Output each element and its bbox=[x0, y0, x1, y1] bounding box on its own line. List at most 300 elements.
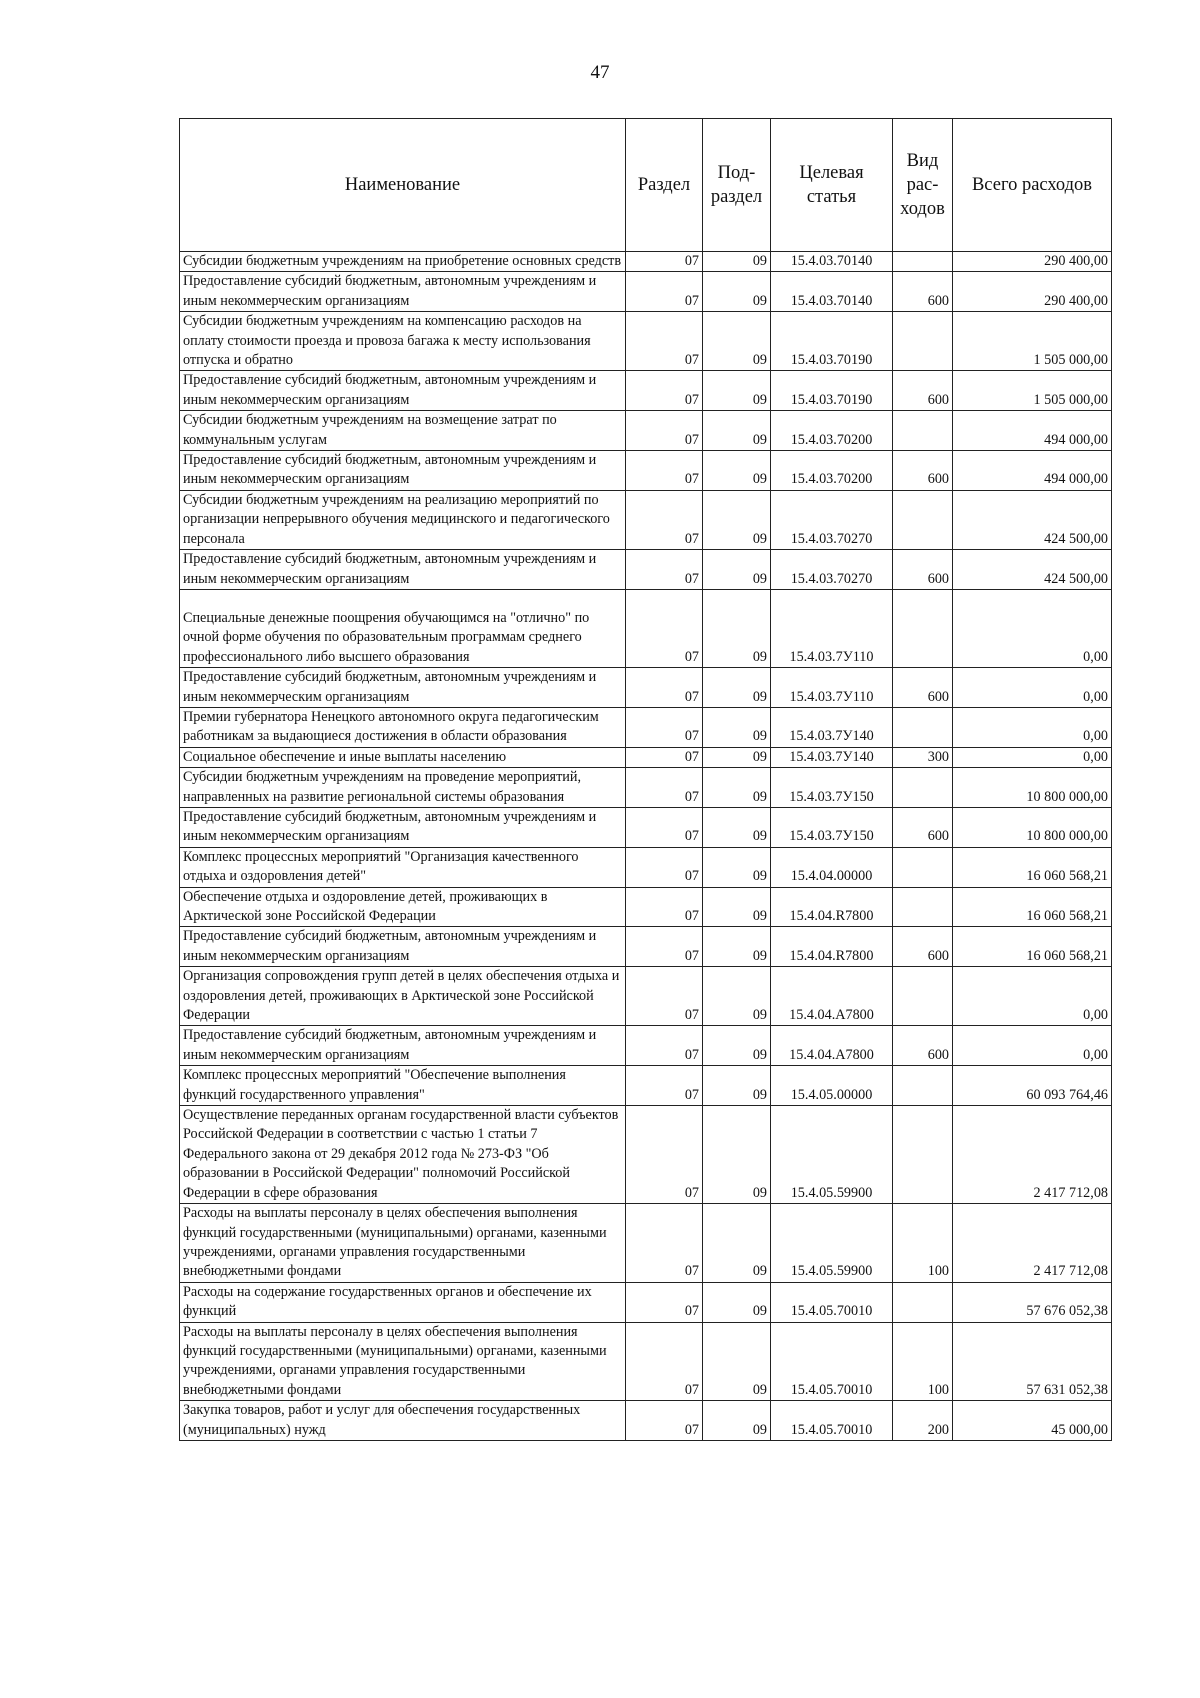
cell-total bbox=[953, 707, 1112, 747]
cell-text: 0,00 bbox=[1083, 748, 1108, 765]
page-number: 47 bbox=[590, 62, 610, 83]
cell-razdel bbox=[626, 1106, 703, 1204]
cell-text: Предоставление субсидий бюджетным, автономным учреждениям и иным некоммерческим организациям bbox=[183, 273, 597, 309]
cell-tselevaya bbox=[771, 490, 893, 549]
table-row bbox=[180, 807, 1112, 847]
cell-text: Премии губернатора Ненецкого автономного округа педагогическим работникам за выдающиеся достижения в области образования bbox=[183, 708, 599, 745]
table-row bbox=[180, 312, 1112, 371]
table-row bbox=[180, 490, 1112, 549]
cell-name bbox=[180, 1106, 626, 1204]
cell-total bbox=[953, 1066, 1112, 1106]
cell-tselevaya bbox=[771, 927, 893, 967]
cell-podrazdel bbox=[703, 707, 771, 747]
cell-razdel bbox=[626, 272, 703, 312]
cell-razdel bbox=[626, 1401, 703, 1441]
cell-vid bbox=[893, 887, 953, 927]
cell-text: 09 bbox=[752, 728, 767, 745]
cell-tselevaya bbox=[771, 451, 893, 491]
cell-vid bbox=[893, 490, 953, 549]
cell-razdel bbox=[626, 847, 703, 887]
cell-total bbox=[953, 272, 1112, 312]
cell-podrazdel bbox=[703, 589, 771, 667]
cell-podrazdel bbox=[703, 272, 771, 312]
header-vid: Вид рас-ходов bbox=[893, 119, 953, 252]
cell-text: 09 bbox=[752, 748, 767, 765]
cell-text: 290 400,00 bbox=[1044, 253, 1108, 269]
table-row bbox=[180, 707, 1112, 747]
header-name: Наименование bbox=[180, 119, 626, 252]
cell-vid bbox=[893, 312, 953, 371]
cell-text: 1 505 000,00 bbox=[1033, 352, 1108, 369]
cell-text: 09 bbox=[752, 1184, 767, 1201]
cell-text: 09 bbox=[752, 471, 767, 488]
cell-text: Предоставление субсидий бюджетным, автономным учреждениям и иным некоммерческим организациям bbox=[183, 372, 597, 408]
cell-podrazdel bbox=[703, 887, 771, 927]
cell-razdel bbox=[626, 807, 703, 847]
table-row bbox=[180, 847, 1112, 887]
cell-razdel bbox=[626, 927, 703, 967]
cell-text: 07 bbox=[684, 728, 699, 745]
cell-vid bbox=[893, 550, 953, 590]
cell-text: Предоставление субсидий бюджетным, автономным учреждениям и иным некоммерческим организациям bbox=[183, 808, 597, 845]
cell-tselevaya bbox=[771, 589, 893, 667]
cell-podrazdel bbox=[703, 451, 771, 491]
cell-razdel bbox=[626, 451, 703, 491]
cell-name bbox=[180, 252, 626, 272]
cell-vid bbox=[893, 1401, 953, 1441]
cell-text: 15.4.03.70270 bbox=[790, 570, 873, 587]
cell-text: 15.4.03.70270 bbox=[790, 530, 873, 547]
cell-name bbox=[180, 747, 626, 767]
cell-text: 07 bbox=[684, 431, 699, 448]
cell-name bbox=[180, 371, 626, 411]
cell-name bbox=[180, 668, 626, 708]
cell-total bbox=[953, 1282, 1112, 1322]
cell-text: 07 bbox=[684, 292, 699, 309]
table-row bbox=[180, 272, 1112, 312]
cell-text: 0,00 bbox=[1083, 1046, 1108, 1063]
cell-total bbox=[953, 967, 1112, 1026]
cell-text: 09 bbox=[752, 1046, 767, 1063]
cell-name bbox=[180, 490, 626, 549]
cell-text: 15.4.04.А7800 bbox=[789, 1046, 874, 1063]
cell-text: 424 500,00 bbox=[1044, 570, 1108, 587]
cell-vid bbox=[893, 847, 953, 887]
cell-text: 09 bbox=[752, 352, 767, 369]
cell-total bbox=[953, 887, 1112, 927]
cell-text: 09 bbox=[752, 868, 767, 885]
cell-vid bbox=[893, 1106, 953, 1204]
cell-razdel bbox=[626, 747, 703, 767]
cell-text: 09 bbox=[752, 648, 767, 665]
cell-razdel bbox=[626, 707, 703, 747]
cell-text: 07 bbox=[684, 1046, 699, 1063]
cell-text: 07 bbox=[684, 868, 699, 885]
table-row bbox=[180, 1026, 1112, 1066]
cell-total bbox=[953, 768, 1112, 808]
cell-text: 09 bbox=[752, 253, 767, 269]
cell-text: 07 bbox=[684, 947, 699, 964]
cell-vid bbox=[893, 589, 953, 667]
cell-name bbox=[180, 1322, 626, 1401]
cell-text: 10 800 000,00 bbox=[1026, 788, 1108, 805]
cell-total bbox=[953, 747, 1112, 767]
cell-total bbox=[953, 1401, 1112, 1441]
cell-text: 494 000,00 bbox=[1044, 471, 1108, 488]
table-row bbox=[180, 252, 1112, 272]
header-row bbox=[180, 119, 1112, 252]
cell-total bbox=[953, 807, 1112, 847]
cell-tselevaya bbox=[771, 252, 893, 272]
cell-text: Обеспечение отдыха и оздоровление детей, проживающих в Арктической зоне Российской Федерации bbox=[183, 888, 548, 924]
cell-podrazdel bbox=[703, 1204, 771, 1283]
cell-razdel bbox=[626, 1066, 703, 1106]
cell-name bbox=[180, 927, 626, 967]
cell-text: 07 bbox=[684, 530, 699, 547]
cell-total bbox=[953, 371, 1112, 411]
cell-podrazdel bbox=[703, 668, 771, 708]
cell-text: 07 bbox=[684, 688, 699, 705]
cell-tselevaya bbox=[771, 747, 893, 767]
cell-text: 600 bbox=[927, 471, 949, 488]
cell-text: 600 bbox=[927, 947, 949, 964]
cell-text: 07 bbox=[684, 648, 699, 665]
table-row bbox=[180, 1322, 1112, 1401]
cell-vid bbox=[893, 371, 953, 411]
cell-podrazdel bbox=[703, 1282, 771, 1322]
cell-text: 07 bbox=[684, 1184, 699, 1201]
cell-text: Комплекс процессных мероприятий "Обеспечение выполнения функций государственного управления" bbox=[183, 1067, 566, 1103]
cell-tselevaya bbox=[771, 1282, 893, 1322]
cell-text: Осуществление переданных органам государственной власти субъектов Российской Федерации в соответствии с частью 1 статьи 7 Федерального закона от 29 декабря 2012 года № 273-ФЗ "Об образовании в Российской Федерации" полномочий Российской Федерации в сфере образования bbox=[183, 1107, 619, 1201]
table-row bbox=[180, 768, 1112, 808]
cell-text: 60 093 764,46 bbox=[1026, 1086, 1108, 1103]
cell-text: 424 500,00 bbox=[1044, 530, 1108, 547]
cell-name bbox=[180, 272, 626, 312]
cell-text: 07 bbox=[684, 1303, 699, 1320]
cell-text: 0,00 bbox=[1083, 688, 1108, 705]
cell-vid bbox=[893, 668, 953, 708]
cell-podrazdel bbox=[703, 747, 771, 767]
header-podrazdel: Под-раздел bbox=[703, 119, 771, 252]
cell-tselevaya bbox=[771, 1026, 893, 1066]
cell-razdel bbox=[626, 312, 703, 371]
cell-total bbox=[953, 1204, 1112, 1283]
cell-text: Специальные денежные поощрения обучающимся на "отлично" по очной форме обучения по образовательным программам среднего профессионального либо высшего образования bbox=[183, 609, 590, 665]
cell-text: 600 bbox=[927, 688, 949, 705]
cell-text: 07 bbox=[684, 570, 699, 587]
cell-text: 57 631 052,38 bbox=[1026, 1381, 1108, 1398]
cell-razdel bbox=[626, 887, 703, 927]
cell-total bbox=[953, 668, 1112, 708]
cell-text: 15.4.04.А7800 bbox=[789, 1007, 874, 1024]
cell-text: 290 400,00 bbox=[1044, 292, 1108, 309]
cell-podrazdel bbox=[703, 927, 771, 967]
cell-vid bbox=[893, 747, 953, 767]
cell-text: 15.4.05.70010 bbox=[790, 1421, 873, 1438]
cell-tselevaya bbox=[771, 847, 893, 887]
cell-text: Предоставление субсидий бюджетным, автономным учреждениям и иным некоммерческим организациям bbox=[183, 1027, 597, 1063]
cell-name bbox=[180, 807, 626, 847]
cell-tselevaya bbox=[771, 1106, 893, 1204]
cell-text: 15.4.03.7У150 bbox=[789, 788, 874, 805]
cell-tselevaya bbox=[771, 668, 893, 708]
cell-razdel bbox=[626, 668, 703, 708]
cell-vid bbox=[893, 411, 953, 451]
cell-name bbox=[180, 768, 626, 808]
cell-tselevaya bbox=[771, 312, 893, 371]
cell-text: 16 060 568,21 bbox=[1026, 947, 1108, 964]
cell-text: 07 bbox=[684, 391, 699, 408]
cell-total bbox=[953, 550, 1112, 590]
table-row bbox=[180, 1401, 1112, 1441]
cell-podrazdel bbox=[703, 312, 771, 371]
table-row bbox=[180, 411, 1112, 451]
cell-name bbox=[180, 411, 626, 451]
cell-total bbox=[953, 1106, 1112, 1204]
cell-name bbox=[180, 847, 626, 887]
cell-text: 15.4.05.59900 bbox=[790, 1184, 873, 1201]
cell-text: Предоставление субсидий бюджетным, автономным учреждениям и иным некоммерческим организациям bbox=[183, 928, 597, 964]
cell-text: 0,00 bbox=[1083, 1007, 1108, 1024]
cell-name bbox=[180, 1204, 626, 1283]
cell-name bbox=[180, 707, 626, 747]
cell-text: 09 bbox=[752, 570, 767, 587]
cell-text: 45 000,00 bbox=[1051, 1421, 1108, 1438]
cell-text: 15.4.05.00000 bbox=[790, 1086, 873, 1103]
table-body bbox=[180, 252, 1112, 1441]
cell-tselevaya bbox=[771, 768, 893, 808]
cell-text: 0,00 bbox=[1083, 728, 1108, 745]
cell-text: 600 bbox=[927, 391, 949, 408]
cell-text: Предоставление субсидий бюджетным, автономным учреждениям и иным некоммерческим организациям bbox=[183, 551, 597, 587]
cell-total bbox=[953, 411, 1112, 451]
cell-text: 09 bbox=[752, 828, 767, 845]
cell-text: 07 bbox=[684, 1007, 699, 1024]
cell-text: 07 bbox=[684, 908, 699, 924]
cell-text: Субсидии бюджетным учреждениям на приобретение основных средств bbox=[183, 253, 622, 269]
cell-total bbox=[953, 927, 1112, 967]
cell-podrazdel bbox=[703, 550, 771, 590]
cell-podrazdel bbox=[703, 1401, 771, 1441]
cell-text: 07 bbox=[684, 788, 699, 805]
cell-podrazdel bbox=[703, 411, 771, 451]
cell-vid bbox=[893, 1026, 953, 1066]
header-razdel: Раздел bbox=[626, 119, 703, 252]
cell-text: Комплекс процессных мероприятий "Организация качественного отдыха и оздоровления детей" bbox=[183, 848, 579, 885]
cell-vid bbox=[893, 252, 953, 272]
cell-name bbox=[180, 550, 626, 590]
cell-text: 09 bbox=[752, 1086, 767, 1103]
table-row bbox=[180, 1106, 1112, 1204]
cell-text: 300 bbox=[927, 748, 949, 765]
cell-total bbox=[953, 490, 1112, 549]
cell-text: 09 bbox=[752, 292, 767, 309]
cell-tselevaya bbox=[771, 887, 893, 927]
cell-text: Субсидии бюджетным учреждениям на проведение мероприятий, направленных на развитие региональной системы образования bbox=[183, 769, 582, 805]
table-row bbox=[180, 550, 1112, 590]
cell-razdel bbox=[626, 1322, 703, 1401]
cell-text: 57 676 052,38 bbox=[1026, 1303, 1108, 1320]
cell-total bbox=[953, 1026, 1112, 1066]
cell-text: 09 bbox=[752, 391, 767, 408]
cell-name bbox=[180, 887, 626, 927]
cell-razdel bbox=[626, 768, 703, 808]
cell-vid bbox=[893, 967, 953, 1026]
cell-total bbox=[953, 252, 1112, 272]
cell-text: 09 bbox=[752, 947, 767, 964]
cell-text: 15.4.04.00000 bbox=[790, 868, 873, 885]
cell-name bbox=[180, 312, 626, 371]
table-row bbox=[180, 668, 1112, 708]
cell-podrazdel bbox=[703, 1026, 771, 1066]
cell-razdel bbox=[626, 1282, 703, 1322]
cell-text: 09 bbox=[752, 1303, 767, 1320]
cell-text: 07 bbox=[684, 253, 699, 269]
table-row bbox=[180, 1204, 1112, 1283]
table-row bbox=[180, 371, 1112, 411]
cell-text: 15.4.03.7У110 bbox=[789, 648, 874, 665]
cell-name bbox=[180, 451, 626, 491]
cell-total bbox=[953, 451, 1112, 491]
table-row bbox=[180, 451, 1112, 491]
cell-vid bbox=[893, 1204, 953, 1283]
cell-text: 15.4.03.7У140 bbox=[789, 728, 874, 745]
cell-text: 15.4.04.R7800 bbox=[789, 947, 874, 964]
cell-text: 15.4.04.R7800 bbox=[789, 908, 874, 924]
cell-total bbox=[953, 312, 1112, 371]
cell-razdel bbox=[626, 967, 703, 1026]
cell-razdel bbox=[626, 490, 703, 549]
cell-text: 09 bbox=[752, 908, 767, 924]
cell-spacer bbox=[183, 590, 622, 609]
cell-text: 07 bbox=[684, 1421, 699, 1438]
cell-text: 15.4.03.70190 bbox=[790, 391, 873, 408]
cell-razdel bbox=[626, 252, 703, 272]
cell-tselevaya bbox=[771, 707, 893, 747]
cell-text: 600 bbox=[927, 570, 949, 587]
cell-text: 16 060 568,21 bbox=[1026, 908, 1108, 924]
cell-text: 09 bbox=[752, 688, 767, 705]
cell-vid bbox=[893, 272, 953, 312]
cell-razdel bbox=[626, 589, 703, 667]
cell-text: Закупка товаров, работ и услуг для обеспечения государственных (муниципальных) нужд bbox=[183, 1402, 581, 1438]
cell-tselevaya bbox=[771, 272, 893, 312]
cell-text: 15.4.03.70140 bbox=[790, 253, 873, 269]
cell-podrazdel bbox=[703, 1066, 771, 1106]
cell-text: 100 bbox=[927, 1263, 949, 1280]
cell-name bbox=[180, 967, 626, 1026]
cell-text: 15.4.03.7У140 bbox=[789, 748, 874, 765]
table-row bbox=[180, 747, 1112, 767]
cell-vid bbox=[893, 768, 953, 808]
cell-name bbox=[180, 1401, 626, 1441]
cell-podrazdel bbox=[703, 1322, 771, 1401]
cell-tselevaya bbox=[771, 411, 893, 451]
cell-tselevaya bbox=[771, 1401, 893, 1441]
cell-text: Социальное обеспечение и иные выплаты населению bbox=[183, 748, 507, 765]
cell-text: 1 505 000,00 bbox=[1033, 391, 1108, 408]
cell-podrazdel bbox=[703, 371, 771, 411]
cell-text: 15.4.05.70010 bbox=[790, 1381, 873, 1398]
cell-podrazdel bbox=[703, 967, 771, 1026]
cell-tselevaya bbox=[771, 371, 893, 411]
cell-vid bbox=[893, 1282, 953, 1322]
cell-name bbox=[180, 1066, 626, 1106]
cell-podrazdel bbox=[703, 807, 771, 847]
table-row bbox=[180, 927, 1112, 967]
cell-name bbox=[180, 1026, 626, 1066]
cell-text: 07 bbox=[684, 1086, 699, 1103]
cell-podrazdel bbox=[703, 768, 771, 808]
cell-tselevaya bbox=[771, 807, 893, 847]
cell-tselevaya bbox=[771, 1066, 893, 1106]
cell-name bbox=[180, 1282, 626, 1322]
header-tselevaya: Целевая статья bbox=[771, 119, 893, 252]
table-row bbox=[180, 967, 1112, 1026]
cell-text: 15.4.03.70200 bbox=[790, 431, 873, 448]
table-row bbox=[180, 1066, 1112, 1106]
table-row bbox=[180, 589, 1112, 667]
cell-vid bbox=[893, 807, 953, 847]
cell-text: 600 bbox=[927, 828, 949, 845]
cell-vid bbox=[893, 1066, 953, 1106]
cell-name bbox=[180, 589, 626, 667]
cell-text: 15.4.03.70190 bbox=[790, 352, 873, 369]
cell-podrazdel bbox=[703, 252, 771, 272]
cell-tselevaya bbox=[771, 967, 893, 1026]
cell-podrazdel bbox=[703, 490, 771, 549]
expenditure-table bbox=[179, 118, 1112, 1441]
cell-razdel bbox=[626, 371, 703, 411]
cell-total bbox=[953, 1322, 1112, 1401]
cell-text: 09 bbox=[752, 1007, 767, 1024]
cell-text: 07 bbox=[684, 748, 699, 765]
cell-text: Расходы на выплаты персоналу в целях обеспечения выполнения функций государственными (муниципальными) органами, казенными учреждениями, органами управления государственными внебюджетными фондами bbox=[183, 1323, 607, 1398]
cell-text: 15.4.05.59900 bbox=[790, 1263, 873, 1280]
cell-tselevaya bbox=[771, 1322, 893, 1401]
cell-text: 09 bbox=[752, 788, 767, 805]
cell-tselevaya bbox=[771, 1204, 893, 1283]
cell-podrazdel bbox=[703, 847, 771, 887]
cell-text: 09 bbox=[752, 431, 767, 448]
cell-text: Субсидии бюджетным учреждениям на реализацию мероприятий по организации непрерывного обучения медицинского и педагогического персонала bbox=[183, 491, 610, 547]
cell-vid bbox=[893, 451, 953, 491]
cell-text: 15.4.03.7У150 bbox=[789, 828, 874, 845]
cell-tselevaya bbox=[771, 550, 893, 590]
table-row bbox=[180, 1282, 1112, 1322]
cell-vid bbox=[893, 707, 953, 747]
cell-text: 100 bbox=[927, 1381, 949, 1398]
cell-text: 2 417 712,08 bbox=[1033, 1184, 1108, 1201]
cell-text: 07 bbox=[684, 828, 699, 845]
cell-text: Субсидии бюджетным учреждениям на компенсацию расходов на оплату стоимости проезда и провоза багажа к месту использования отпуска и обратно bbox=[183, 313, 591, 369]
cell-text: 15.4.03.70200 bbox=[790, 471, 873, 488]
cell-total bbox=[953, 589, 1112, 667]
cell-vid bbox=[893, 927, 953, 967]
cell-text: 10 800 000,00 bbox=[1026, 828, 1108, 845]
cell-text: 15.4.03.70140 bbox=[790, 292, 873, 309]
cell-text: 200 bbox=[927, 1421, 949, 1438]
cell-text: Субсидии бюджетным учреждениям на возмещение затрат по коммунальным услугам bbox=[183, 412, 557, 448]
cell-text: 15.4.05.70010 bbox=[790, 1303, 873, 1320]
cell-total bbox=[953, 847, 1112, 887]
cell-razdel bbox=[626, 1204, 703, 1283]
cell-text: 494 000,00 bbox=[1044, 431, 1108, 448]
cell-text: 09 bbox=[752, 1421, 767, 1438]
cell-text: 09 bbox=[752, 1263, 767, 1280]
cell-text: 15.4.03.7У110 bbox=[789, 688, 874, 705]
